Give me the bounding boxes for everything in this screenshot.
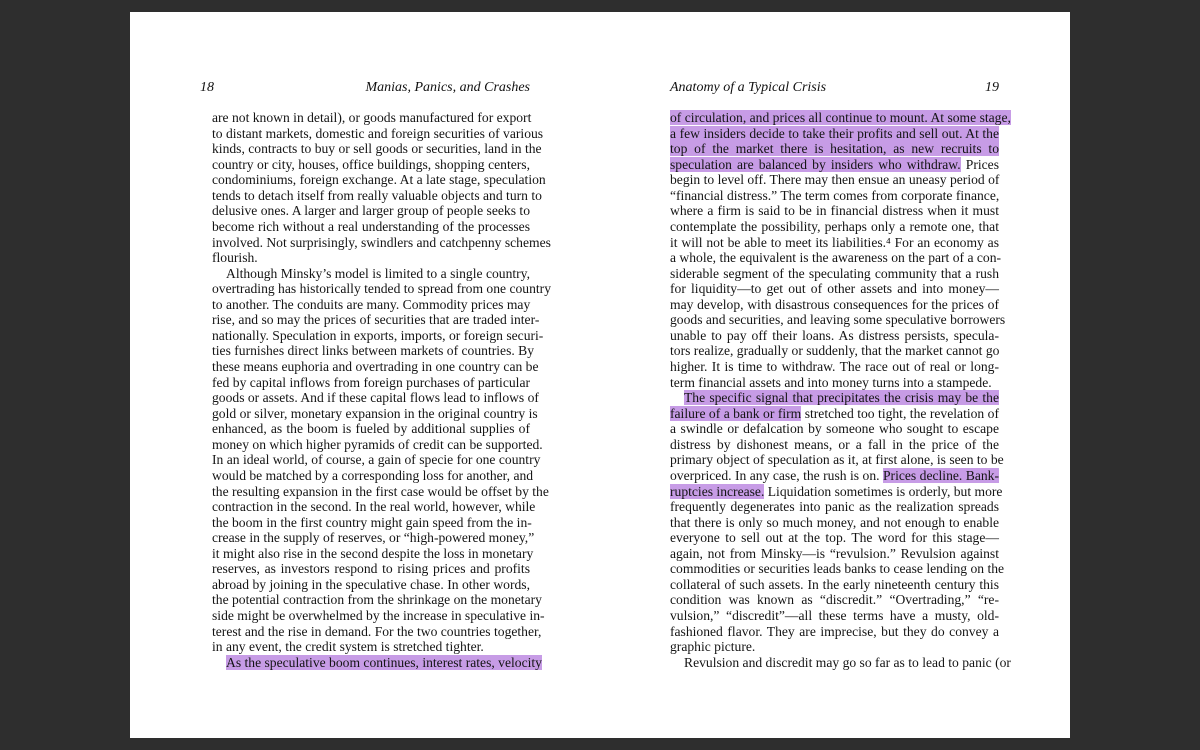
text-line — [670, 110, 1011, 126]
text-line — [212, 219, 530, 235]
text-segment: to another. The conduits are many. Commodity prices may — [212, 296, 531, 312]
text-segment: overtrading has historically tended to spread from one country — [212, 281, 551, 297]
text-line — [670, 499, 999, 515]
text-segment: where a firm is said to be in financial distress when it must — [670, 203, 999, 219]
running-title: Anatomy of a Typical Crisis — [670, 80, 827, 95]
text-segment: begin to level off. There may then ensue an uneasy period of — [670, 172, 1000, 188]
text-segment: kinds, contracts to buy or sell goods or securities, land in the — [212, 141, 542, 157]
text-segment: contraction in the second. In the real world, however, while — [212, 499, 536, 515]
text-segment: may develop, with disastrous consequences for the prices of — [670, 296, 999, 312]
text-segment: condominiums, foreign exchange. At a late stage, speculation — [212, 172, 546, 188]
text-line — [212, 327, 544, 344]
text-line — [212, 157, 530, 173]
text-line — [212, 281, 551, 297]
highlighted-text: a few insiders decide to take their profits and sell out. At the — [670, 125, 999, 141]
text-line — [670, 561, 1005, 577]
text-line — [212, 172, 546, 188]
highlighted-text: As the speculative boom continues, interest rates, velocity — [226, 654, 542, 670]
text-segment: contemplate the possibility, perhaps only a remote one, that — [670, 218, 999, 234]
text-segment: that there is only so much money, and not enough to enable — [670, 514, 999, 530]
text-segment: higher. It is time to withdraw. The race out of real or long- — [670, 359, 999, 374]
text-line — [212, 639, 530, 655]
text-line — [212, 421, 530, 437]
text-segment: again, not from Minsky—is “revulsion.” Revulsion against — [670, 545, 999, 561]
text-line — [670, 266, 999, 282]
left-page-text[interactable] — [212, 110, 551, 670]
text-line — [212, 375, 530, 391]
text-segment: condition was known as “discredit.” “Overtrading,” “re- — [670, 592, 999, 608]
text-line — [212, 203, 530, 219]
left-page-header — [200, 80, 530, 98]
right-page — [670, 12, 1011, 738]
text-segment: tors realize, gradually or suddenly, that the market cannot go — [670, 343, 1000, 359]
text-line — [212, 110, 530, 126]
text-line — [212, 359, 539, 375]
text-segment: frequently degenerates into panic as the realization spreads — [670, 499, 999, 515]
text-segment: Although Minsky’s model is limited to a single country, — [226, 265, 530, 281]
text-line — [212, 234, 551, 251]
text-segment: become rich without a real understanding of the processes — [212, 218, 530, 234]
right-page-header — [670, 80, 999, 98]
text-segment: terest and the rise in demand. For the two countries together, — [212, 623, 542, 639]
text-line — [670, 281, 999, 297]
text-segment: nationally. Speculation in exports, imports, or foreign securi- — [212, 327, 544, 343]
text-segment: stretched too tight, the revelation of — [801, 405, 999, 421]
text-line — [212, 467, 534, 484]
text-segment: term financial assets and into money turns into a stampede. — [670, 374, 992, 390]
text-line — [212, 187, 542, 204]
text-line — [212, 515, 530, 531]
text-segment: these means euphoria and overtrading in one country can be — [212, 359, 539, 374]
highlighted-text: Prices decline. Bank- — [882, 467, 999, 483]
text-segment: ties furnishes direct links between markets of countries. By — [212, 343, 535, 359]
text-segment: side might be overwhelmed by the increase in speculative in- — [212, 608, 545, 623]
text-segment: the potential contraction from the shrinkage on the monetary — [212, 592, 542, 608]
text-segment: vulsion,” “discredit”—all these terms have a musty, old- — [670, 608, 999, 623]
page-number: 18 — [200, 80, 214, 95]
text-segment: crease in the supply of reserves, or “high-powered money,” — [212, 530, 535, 546]
text-segment: unable to pay off their loans. As distress persists, specula- — [670, 327, 999, 343]
text-line — [670, 654, 1011, 671]
text-segment: Revulsion and discredit may go so far as to lead to panic (or — [684, 654, 1011, 670]
text-line — [670, 343, 999, 359]
text-line — [212, 405, 538, 422]
text-segment: are not known in detail), or goods manufactured for export — [212, 110, 532, 125]
text-segment: gold or silver, monetary expansion in the original country is — [212, 405, 538, 421]
text-line — [212, 141, 542, 157]
text-segment: a swindle or defalcation by someone who sought to escape — [670, 421, 999, 437]
text-line — [670, 437, 999, 453]
text-line — [212, 343, 535, 359]
text-line — [670, 452, 1004, 468]
text-line — [212, 297, 530, 313]
text-line — [670, 219, 999, 235]
text-segment: delusive ones. A larger and larger group of people seeks to — [212, 203, 530, 219]
text-line — [212, 577, 530, 593]
text-line — [212, 390, 539, 406]
text-line — [212, 250, 530, 266]
highlighted-text: of circulation, and prices all continue to mount. At some stage, — [670, 110, 1011, 125]
text-line — [670, 608, 999, 624]
text-line — [670, 172, 999, 188]
text-segment: a whole, the equivalent is the awareness on the part of a con- — [670, 250, 1002, 266]
text-line — [212, 483, 549, 500]
text-line — [670, 203, 999, 219]
text-segment: in any event, the credit system is stretched tighter. — [212, 639, 484, 655]
highlighted-text: speculation are balanced by insiders who withdraw. — [670, 156, 961, 172]
text-segment: tends to detach itself from really valuable objects and turn to — [212, 187, 542, 203]
text-line — [670, 530, 999, 546]
text-line — [670, 390, 999, 406]
text-segment: distress by dishonest means, or a fall in the price of the — [670, 436, 999, 452]
text-segment: rise, and so may the prices of securities that are traded inter- — [212, 312, 540, 328]
text-segment: fashioned flavor. They are imprecise, but they do convey a — [670, 623, 999, 639]
text-line — [212, 608, 545, 624]
right-page-text[interactable] — [670, 110, 1011, 670]
text-line — [670, 639, 999, 655]
text-line — [670, 406, 999, 422]
text-segment: collateral of such assets. In the early nineteenth century this — [670, 576, 999, 592]
text-line — [670, 359, 999, 375]
text-segment: the boom in the first country might gain speed from the in- — [212, 514, 532, 530]
running-title: Manias, Panics, and Crashes — [365, 80, 530, 95]
text-line — [212, 592, 542, 608]
text-line — [670, 250, 1002, 266]
text-line — [670, 592, 999, 608]
text-segment: In an ideal world, of course, a gain of specie for one country — [212, 452, 541, 468]
text-line — [212, 266, 530, 282]
text-segment: reserves, as investors respond to rising prices and profits — [212, 561, 530, 577]
text-line — [670, 515, 999, 531]
text-line — [670, 328, 999, 344]
text-line — [212, 125, 544, 142]
text-segment: everyone to sell out at the top. The word for this stage— — [670, 530, 999, 546]
text-segment: abroad by joining in the speculative chase. In other words, — [212, 576, 530, 592]
text-line — [212, 530, 535, 546]
text-line — [670, 126, 999, 142]
text-segment: goods or assets. And if these capital flows lead to inflows of — [212, 390, 539, 406]
text-segment: overpriced. In any case, the rush is on. — [670, 467, 883, 483]
text-segment: enhanced, as the boom is fueled by additional supplies of — [212, 421, 530, 437]
text-segment: for liquidity—to get out of other assets and into money— — [670, 281, 999, 297]
highlighted-text: ruptcies increase. — [670, 483, 765, 499]
text-segment: flourish. — [212, 250, 258, 266]
text-segment: commodities or securities leads banks to cease lending on the — [670, 561, 1005, 577]
text-line — [670, 421, 999, 437]
text-line — [212, 452, 541, 468]
text-segment: money on which higher pyramids of credit can be supported. — [212, 436, 543, 452]
text-segment: the resulting expansion in the first case would be offset by the — [212, 483, 549, 499]
text-line — [670, 297, 999, 313]
text-segment: goods and securities, and leaving some speculative borrowers — [670, 312, 1006, 328]
text-segment: siderable segment of the speculating community that a rush — [670, 265, 999, 281]
text-segment: involved. Not surprisingly, swindlers and catchpenny schemes — [212, 234, 551, 250]
highlighted-text: The specific signal that precipitates the crisis may be the — [684, 390, 999, 406]
text-line — [212, 312, 540, 328]
left-page — [200, 12, 551, 738]
text-segment: Liquidation sometimes is orderly, but more — [764, 483, 1003, 499]
page-number: 19 — [985, 80, 999, 95]
highlighted-text: failure of a bank or firm — [670, 405, 802, 421]
book-spread — [130, 12, 1070, 738]
highlighted-text: top of the market there is hesitation, as new recruits to — [670, 141, 999, 157]
text-segment: country or city, houses, office buildings, shopping centers, — [212, 156, 530, 172]
text-line — [670, 157, 999, 173]
text-segment: primary object of speculation as it, at first alone, is seen to be — [670, 452, 1004, 468]
text-line — [212, 499, 536, 515]
text-segment: Prices — [960, 156, 999, 172]
text-line — [670, 483, 1003, 500]
text-line — [670, 624, 999, 640]
text-line — [212, 623, 542, 640]
text-line — [670, 235, 999, 251]
text-line — [212, 654, 542, 671]
text-line — [670, 188, 999, 204]
text-segment: would be matched by a corresponding loss for another, and — [212, 467, 534, 483]
text-line — [670, 577, 999, 593]
text-line — [212, 561, 530, 577]
text-segment: to distant markets, domestic and foreign securities of various — [212, 125, 544, 141]
text-segment: “financial distress.” The term comes from corporate finance, — [670, 187, 1000, 203]
text-segment: graphic picture. — [670, 639, 756, 655]
text-segment: it will not be able to meet its liabilities.⁴ For an economy as — [670, 234, 999, 250]
text-segment: it might also rise in the second despite the loss in monetary — [212, 545, 534, 561]
text-line — [670, 546, 999, 562]
text-line — [212, 545, 534, 562]
text-line — [670, 141, 999, 157]
text-line — [670, 375, 999, 391]
text-line — [670, 312, 1006, 328]
text-line — [670, 468, 999, 484]
text-line — [212, 436, 543, 453]
text-segment: fed by capital inflows from foreign purchases of particular — [212, 374, 530, 390]
